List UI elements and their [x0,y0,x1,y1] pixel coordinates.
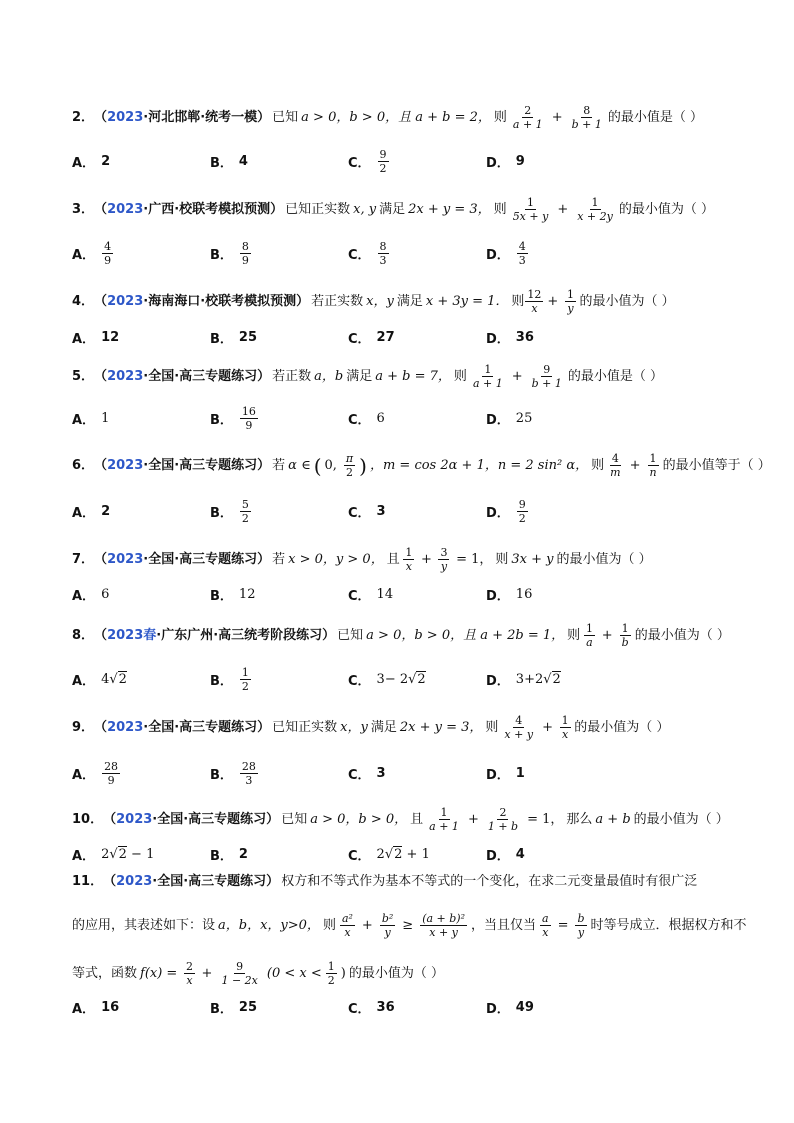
plus-sign: + [547,293,559,309]
option-label: B． [210,1002,233,1017]
condition: x + 3y = 1． [425,293,509,309]
stem-text: 若 [272,457,286,473]
stem-text: 的最小值是（ ） [567,368,664,384]
option-value: 2 [101,504,111,519]
stem-text: 的最小值为（ ） [556,551,652,567]
option-label: D． [486,332,510,347]
fraction: $\frac{2}{x}$ [185,960,193,987]
question-number: 11． [72,874,104,889]
question-source: （2023春·广东广州·高三统考阶段练习） [94,627,336,643]
stem-text: 且 [410,811,424,827]
fraction: $\frac{1}{x}$ [561,714,569,741]
option-d [486,666,624,693]
condition: x > 0，y > 0， [288,551,384,567]
option-d [486,585,624,604]
option-b [210,845,348,864]
option-radical: 3− 2√2 [376,672,426,687]
fraction: $\frac{\pi}{2}$ [345,452,354,479]
condition: = 1， [527,811,564,827]
option-a [72,498,210,525]
fraction: $\frac{1}{5x + y}$ [512,196,549,223]
option-label: B． [210,849,233,864]
option-radical: 2√2 − 1 [101,847,155,862]
fraction: $\frac{9}{b + 1}$ [531,363,562,390]
option-label: D． [486,413,510,428]
option-c [348,148,486,175]
option-label: C． [348,248,371,263]
stem-text: 则 [495,551,509,567]
question-11-line-2 [72,912,754,939]
options-4 [72,328,632,347]
stem-text: 的最小值等于（ ） [662,457,771,473]
options-7 [72,585,632,604]
option-b [210,585,348,604]
stem-text: 若正数 [272,368,312,384]
option-label: A． [72,156,96,171]
option-value: 4 [515,847,525,862]
option-c [348,998,486,1017]
stem-text: 若正实数 [311,293,364,309]
option-a [72,998,210,1017]
option-value: 1 [101,411,110,426]
fraction: $\frac{1}{a + 1}$ [429,806,459,833]
option-a [72,405,210,432]
option-fraction: $\frac{28}{9}$ [104,760,119,787]
close-paren: ) [359,453,367,478]
sqrt-symbol: √ [408,672,417,687]
option-d [486,760,624,787]
question-number: 6． [72,457,95,473]
option-label: A． [72,506,96,521]
option-fraction: $\frac{16}{9}$ [241,405,256,432]
condition: ，m = cos 2α + 1，n = 2 sin² α， [369,457,589,473]
option-d [486,328,624,347]
question-number: 4． [72,293,95,309]
variables: a，b [314,368,344,384]
question-number: 10． [72,811,104,827]
sqrt-symbol: √ [109,672,118,687]
fraction: $\frac{\text{(a + b)²}}{x + y}$ [422,912,465,939]
question-source: （2023·河北邯郸·统考一模） [94,109,271,125]
option-value: 49 [515,1000,534,1015]
option-fraction: $\frac{4}{9}$ [104,240,112,267]
fraction: $\frac{9}{1 - 2x}$ [221,960,258,987]
option-value: 6 [101,587,110,602]
option-fraction: $\frac{8}{3}$ [379,240,387,267]
stem-text: 的最小值为（ ） [618,201,715,217]
option-label: B． [210,332,233,347]
option-c [348,760,486,787]
option-label: A． [72,849,96,864]
question-source: （2023·全国·高三专题练习） [94,368,271,384]
plus-sign: + [601,627,613,643]
stem-text: 已知正实数 [272,719,338,735]
plus-sign: + [361,917,373,933]
stem-text: 已知 [337,627,364,643]
stem-text: 满足 [379,201,406,217]
condition: a + b = 7， [375,368,451,384]
fraction: $\frac{12}{x}$ [527,288,542,315]
option-fraction: $\frac{5}{2}$ [241,498,249,525]
plus-sign: + [629,457,641,473]
option-fraction: $\frac{8}{9}$ [241,240,249,267]
option-d [486,148,624,175]
option-label: B． [210,413,233,428]
expression: a + b [595,811,631,827]
stem-text: 若 [272,551,286,567]
expression: 3x + y [511,551,554,567]
stem-text: 则 [493,201,507,217]
option-b [210,240,348,267]
options-3 [72,240,632,267]
fraction: $\frac{1}{a + 1}$ [472,363,503,390]
option-label: B． [210,156,233,171]
option-c [348,405,486,432]
condition: a > 0，b > 0，且 a + b = 2， [301,109,491,125]
question-number: 2． [72,109,95,125]
option-a [72,666,210,693]
plus-sign: + [557,201,569,217]
plus-sign: + [542,719,553,735]
condition: a > 0，b > 0，且 a + 2b = 1， [366,627,565,643]
fraction: $\frac{3}{y}$ [440,546,448,573]
option-label: D． [486,589,510,604]
option-label: B． [210,248,233,263]
option-value: 1 [515,766,525,781]
fraction: $\frac{\text{a²}}{x}$ [341,912,353,939]
stem-text: 的最小值为（ ） [634,627,730,643]
option-d [486,405,624,432]
stem-text: 的应用，其表述如下：设 [72,917,216,933]
option-d [486,998,624,1017]
option-label: A． [72,1002,96,1017]
options-9 [72,760,632,787]
stem-text: 等式，函数 [72,965,138,981]
fraction: $\frac{1}{x}$ [405,546,413,573]
option-label: B． [210,589,233,604]
option-b [210,148,348,175]
question-number: 8． [72,627,95,643]
stem-text: 则 [567,627,581,643]
stem-text: 则 [322,917,336,933]
stem-text: 的最小值为（ ） [579,293,675,309]
question-source: （2023·全国·高三专题练习） [94,719,271,735]
option-value: 27 [376,330,395,345]
option-value: 25 [515,411,533,426]
plus-sign: + [511,368,523,384]
plus-sign: + [420,551,432,567]
question-6 [72,452,771,479]
option-fraction: $\frac{9}{2}$ [518,498,526,525]
option-value: 36 [376,1000,395,1015]
options-6 [72,498,632,525]
option-fraction: $\frac{1}{2}$ [241,666,249,693]
fraction: $\frac{1}{y}$ [566,288,574,315]
stem-text: 时等号成立．根据权方和不 [590,917,747,933]
option-label: A． [72,589,96,604]
condition: α ∈ [288,457,311,473]
option-value: 2 [238,847,248,862]
option-d [486,498,624,525]
stem-text: 的最小值为（ ） [633,811,729,827]
stem-text: 且 [386,551,400,567]
option-label: B． [210,768,233,783]
option-b [210,998,348,1017]
equals-sign: = [557,917,569,933]
option-b [210,666,348,693]
option-label: C． [348,156,371,171]
option-label: C． [348,674,371,689]
option-label: C． [348,332,371,347]
option-c [348,240,486,267]
domain: ) [340,965,346,981]
question-source: （2023·海南海口·校联考模拟预测） [94,293,310,309]
option-a [72,240,210,267]
fraction: $\frac{2}{a + 1}$ [512,104,543,131]
option-label: A． [72,674,96,689]
option-c [348,845,486,864]
option-radical: 3+2√2 [515,672,561,687]
option-a [72,585,210,604]
question-3 [72,196,754,223]
options-8 [72,666,632,693]
sqrt-symbol: √ [109,847,118,862]
plus-sign: + [201,965,213,981]
question-8 [72,622,754,649]
stem-text: 则 [453,368,467,384]
question-number: 5． [72,368,95,384]
fraction: $\frac{b}{y}$ [577,912,585,939]
option-label: D． [486,248,510,263]
fraction: $\frac{4}{m}$ [610,452,621,479]
variables: x, y [353,201,377,217]
fraction: $\frac{\text{b²}}{y}$ [381,912,394,939]
option-value: 2 [101,154,111,169]
options-2 [72,148,632,175]
condition: 2x + y = 3， [399,719,483,735]
plus-sign: + [551,109,563,125]
open-paren: ( [313,453,322,478]
question-2 [72,104,754,131]
option-b [210,760,348,787]
option-b [210,328,348,347]
condition: 2x + y = 3， [408,201,491,217]
stem-text: 已知 [281,811,308,827]
option-value: 6 [376,411,385,426]
options-11 [72,998,632,1017]
stem-text: 已知正实数 [285,201,351,217]
option-d [486,240,624,267]
option-c [348,328,486,347]
option-c [348,666,486,693]
option-value: 25 [238,1000,258,1015]
option-label: D． [486,1002,510,1017]
option-label: A． [72,413,96,428]
option-a [72,845,210,864]
option-fraction: $\frac{9}{2}$ [379,148,387,175]
question-4 [72,288,754,315]
plus-sign: + [467,811,479,827]
option-value: 14 [376,587,394,602]
stem-text: 满足 [396,293,423,309]
option-value: 9 [515,154,525,169]
question-source: （2023·全国·高三专题练习） [103,811,280,827]
question-7 [72,546,754,573]
option-a [72,328,210,347]
fraction: $\frac{1}{2}$ [327,960,335,987]
stem-text: ，当且仅当 [471,917,537,933]
option-label: D． [486,849,510,864]
sqrt-symbol: √ [384,847,394,862]
stem-text: 则 [485,719,499,735]
function-name: f(x) = [140,965,178,981]
option-value: 4 [238,154,248,169]
option-value: 12 [238,587,256,602]
question-source: （2023·广西·校联考模拟预测） [94,201,284,217]
fraction: $\frac{1}{x + 2y}$ [577,196,613,223]
option-radical: 4√2 [101,672,127,687]
question-source: （2023·全国·高三专题练习） [103,874,280,889]
option-value: 12 [101,330,120,345]
option-value: 3 [376,504,386,519]
variables: x，y [340,719,368,735]
condition: a > 0，b > 0， [310,811,408,827]
option-c [348,585,486,604]
option-fraction: $\frac{4}{3}$ [518,240,526,267]
stem-text: 则 [591,457,605,473]
fraction: $\frac{1}{n}$ [649,452,657,479]
option-label: A． [72,248,96,263]
option-value: 36 [515,330,534,345]
fraction: $\frac{1}{b}$ [621,622,629,649]
fraction: $\frac{4}{x + y}$ [504,714,534,741]
option-label: B． [210,506,233,521]
fraction: $\frac{2}{1 + b}$ [487,806,519,833]
fraction: $\frac{1}{a}$ [585,622,593,649]
options-10 [72,845,632,864]
question-11-line-1 [72,872,754,892]
interval-start: 0, [324,457,337,473]
geq-sign: ≥ [402,917,414,933]
stem-text: 满足 [346,368,373,384]
question-number: 9． [72,719,95,735]
variables: a，b，x，y>0， [218,917,320,933]
variables: x，y [366,293,394,309]
question-9 [72,714,754,741]
question-number: 7． [72,551,95,567]
stem-text: 的最小值是（ ） [607,109,703,125]
option-radical: 2√2 + 1 [376,847,430,862]
sqrt-symbol: √ [543,672,552,687]
option-label: C． [348,413,371,428]
option-label: D． [486,506,510,521]
option-label: B． [210,674,233,689]
stem-text: 则 [511,293,525,309]
option-label: C． [348,1002,371,1017]
domain: (0 < x < [266,965,322,981]
option-value: 25 [238,330,258,345]
option-b [210,405,348,432]
fraction: $\frac{a}{x}$ [542,912,549,939]
option-label: A． [72,768,96,783]
question-source: （2023·全国·高三专题练习） [94,551,271,567]
stem-text: 权方和不等式作为基本不等式的一个变化，在求二元变量最值时有很广泛 [281,874,698,889]
stem-text: 那么 [566,811,593,827]
condition: = 1， [456,551,493,567]
question-number: 3． [72,201,95,217]
stem-text: 已知 [272,109,299,125]
option-label: D． [486,156,510,171]
question-5 [72,363,754,390]
option-fraction: $\frac{28}{3}$ [241,760,256,787]
option-label: A． [72,332,96,347]
option-value: 16 [515,587,533,602]
fraction: $\frac{8}{b + 1}$ [571,104,602,131]
stem-text: 的最小值为（ ） [348,965,444,981]
question-source: （2023·全国·高三专题练习） [94,457,271,473]
option-label: D． [486,674,510,689]
question-10 [72,806,754,833]
options-5 [72,405,632,432]
option-label: D． [486,768,510,783]
option-value: 16 [101,1000,120,1015]
option-label: C． [348,506,371,521]
option-a [72,148,210,175]
option-b [210,498,348,525]
option-label: C． [348,768,371,783]
question-11-line-3 [72,960,754,987]
option-value: 3 [376,766,386,781]
stem-text: 满足 [370,719,397,735]
option-a [72,760,210,787]
option-label: C． [348,849,371,864]
option-label: C． [348,589,371,604]
option-c [348,498,486,525]
stem-text: 的最小值为（ ） [574,719,670,735]
stem-text: 则 [493,109,507,125]
option-d [486,845,624,864]
